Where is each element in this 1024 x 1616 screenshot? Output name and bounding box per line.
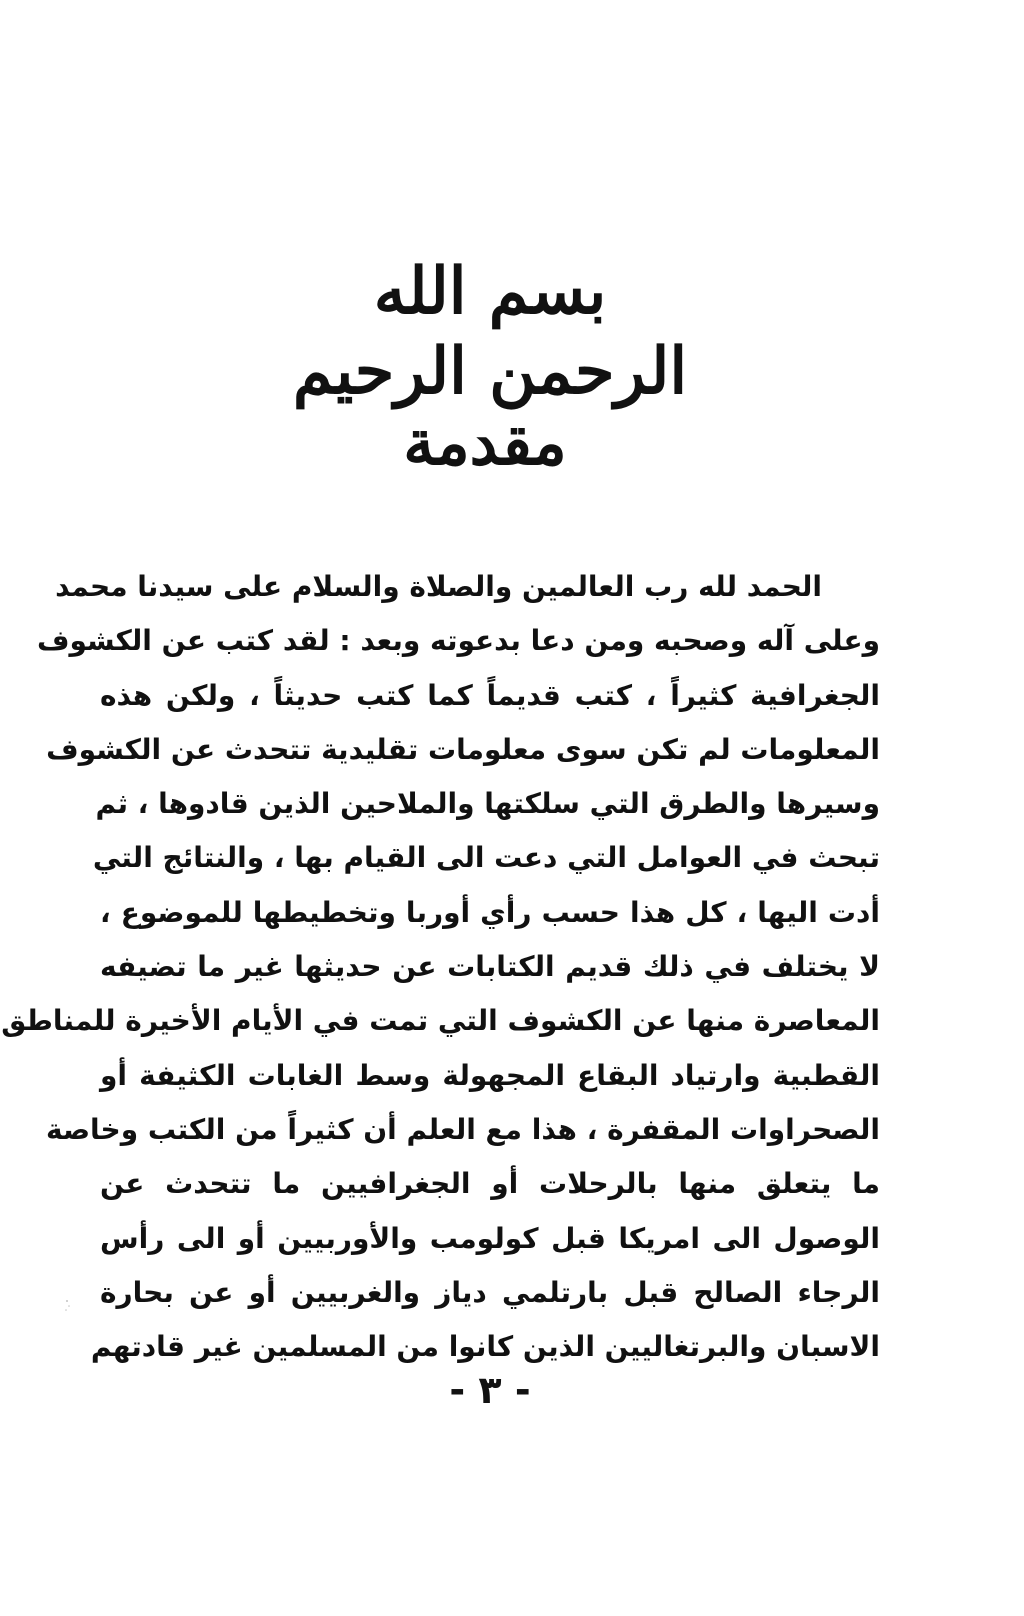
text-line: أدت اليها ، كل هذا حسب رأي أوربا وتخطيطها للموضوع ،	[100, 895, 880, 929]
text-line: لا يختلف في ذلك قديم الكتابات عن حديثها غير ما تضيفه	[100, 950, 880, 984]
page-number: - ٣ -	[449, 1368, 531, 1412]
text-line: الرجاء الصالح قبل بارتلمي دياز والغربيين أو عن بحارة	[100, 1275, 880, 1309]
page-heading: مقدمة	[403, 406, 567, 479]
text-line: الصحراوات المقفرة ، هذا مع العلم أن كثيراً من الكتب وخاصة	[45, 1112, 880, 1146]
text-line: الاسبان والبرتغاليين الذين كانوا من المسلمين غير قادتهم	[90, 1330, 880, 1364]
text-line: الوصول الى امريكا قبل كولومب والأوربيين أو الى رأس	[100, 1221, 880, 1255]
text-line: وسيرها والطرق التي سلكتها والملاحين الذين قادوها ، ثم	[95, 787, 880, 821]
text-line: ما يتعلق منها بالرحلات أو الجغرافيين ما تتحدث عن	[100, 1167, 880, 1201]
body-paragraph	[1, 560, 880, 1374]
text-line: الجغرافية كثيراً ، كتب قديماً كما كتب حديثاً ، ولكن هذه	[100, 678, 880, 712]
scan-speck	[64, 1298, 72, 1314]
text-line: الحمد لله رب العالمين والصلاة والسلام على سيدنا محمد	[55, 570, 822, 603]
text-line: وعلى آله وصحبه ومن دعا بدعوته وبعد : لقد كتب عن الكشوف	[36, 624, 880, 658]
text-line: المعلومات لم تكن سوى معلومات تقليدية تتحدث عن الكشوف	[46, 732, 880, 766]
text-line: القطبية وارتياد البقاع المجهولة وسط الغابات الكثيفة أو	[100, 1058, 880, 1092]
text-line: تبحث في العوامل التي دعت الى القيام بها ، والنتائج التي	[92, 841, 880, 875]
text-line: المعاصرة منها عن الكشوف التي تمت في الأيام الأخيرة للمناطق	[1, 1004, 880, 1038]
basmala-calligraphy: بسم الله الرحمن الرحيم	[292, 254, 688, 409]
